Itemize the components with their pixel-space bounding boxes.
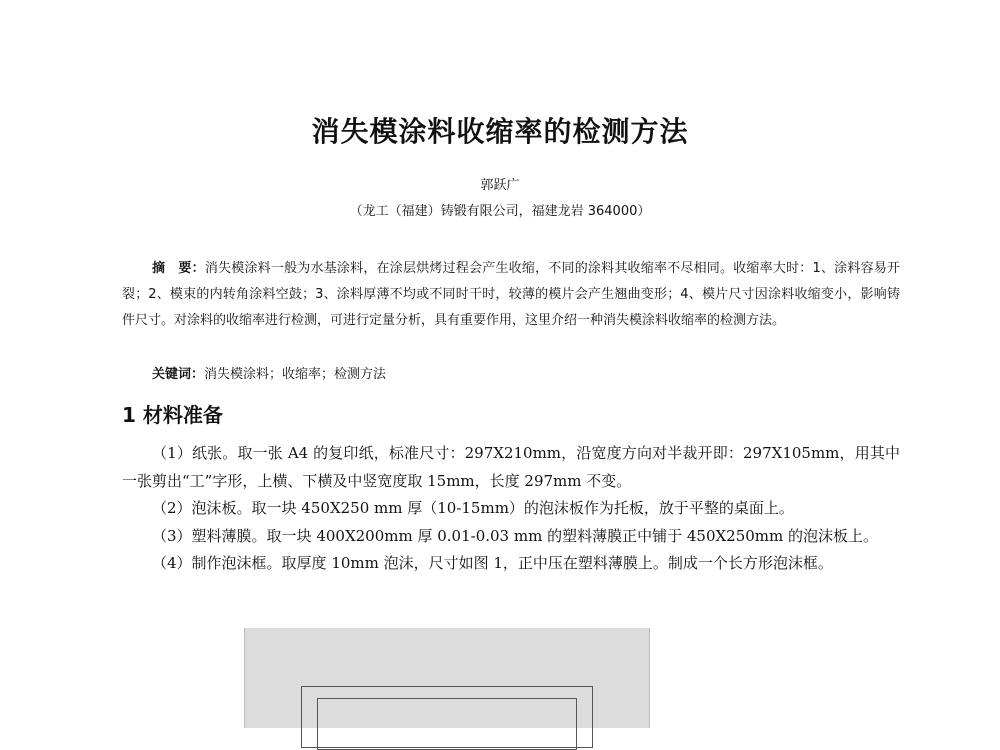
keywords [152,362,900,388]
figure-1-photo [244,628,650,728]
abstract-label: 摘 要： [152,261,205,276]
paragraph-foam-frame: （4）制作泡沫框。取厚度 10mm 泡沫，尺寸如图 1，正中压在塑料薄膜上。制成一个长方形泡沫框。 [152,554,833,572]
author-name: 郭跃广 [480,178,520,193]
abstract-text: 消失模涂料一般为水基涂料，在涂层烘烤过程会产生收缩，不同的涂料其收缩率不尽相同。收缩率大时：1、涂料容易开裂；2、模束的内转角涂料空鼓；3、涂料厚薄不均或不同时干时，较薄的模片会产生翘曲变形；4、模片尺寸因涂料收缩变小，影响铸件尺寸。对涂料的收缩率进行检测，可进行定量分析，具有重要作用，这里介绍一种消失模涂料收缩率的检测方法。 [122,261,900,328]
section-body [122,440,900,578]
foam-frame-inner-outline [317,698,577,750]
abstract [122,256,900,334]
keywords-label: 关键词： [152,367,205,382]
paper-title: 消失模涂料收缩率的检测方法 [311,115,689,148]
paragraph-foam-board: （2）泡沫板。取一块 450X250 mm 厚（10-15mm）的泡沫板作为托板，放于平整的桌面上。 [152,499,794,517]
keywords-text: 消失模涂料；收缩率；检测方法 [204,367,387,382]
author-affiliation: （龙工（福建）铸锻有限公司，福建龙岩 364000） [349,204,651,219]
section-heading: 1 材料准备 [122,403,223,427]
paragraph-plastic-film: （3）塑料薄膜。取一块 400X200mm 厚 0.01-0.03 mm 的塑料薄膜正中铺于 450X250mm 的泡沫板上。 [152,526,879,545]
paragraph-paper: （1）纸张。取一张 A4 的复印纸，标准尺寸：297X210mm，沿宽度方向对半裁开即：297X105mm，用其中一张剪出“工”字形，上横、下横及中竖宽度取 15mm，长度 297mm 不变。 [122,444,900,490]
